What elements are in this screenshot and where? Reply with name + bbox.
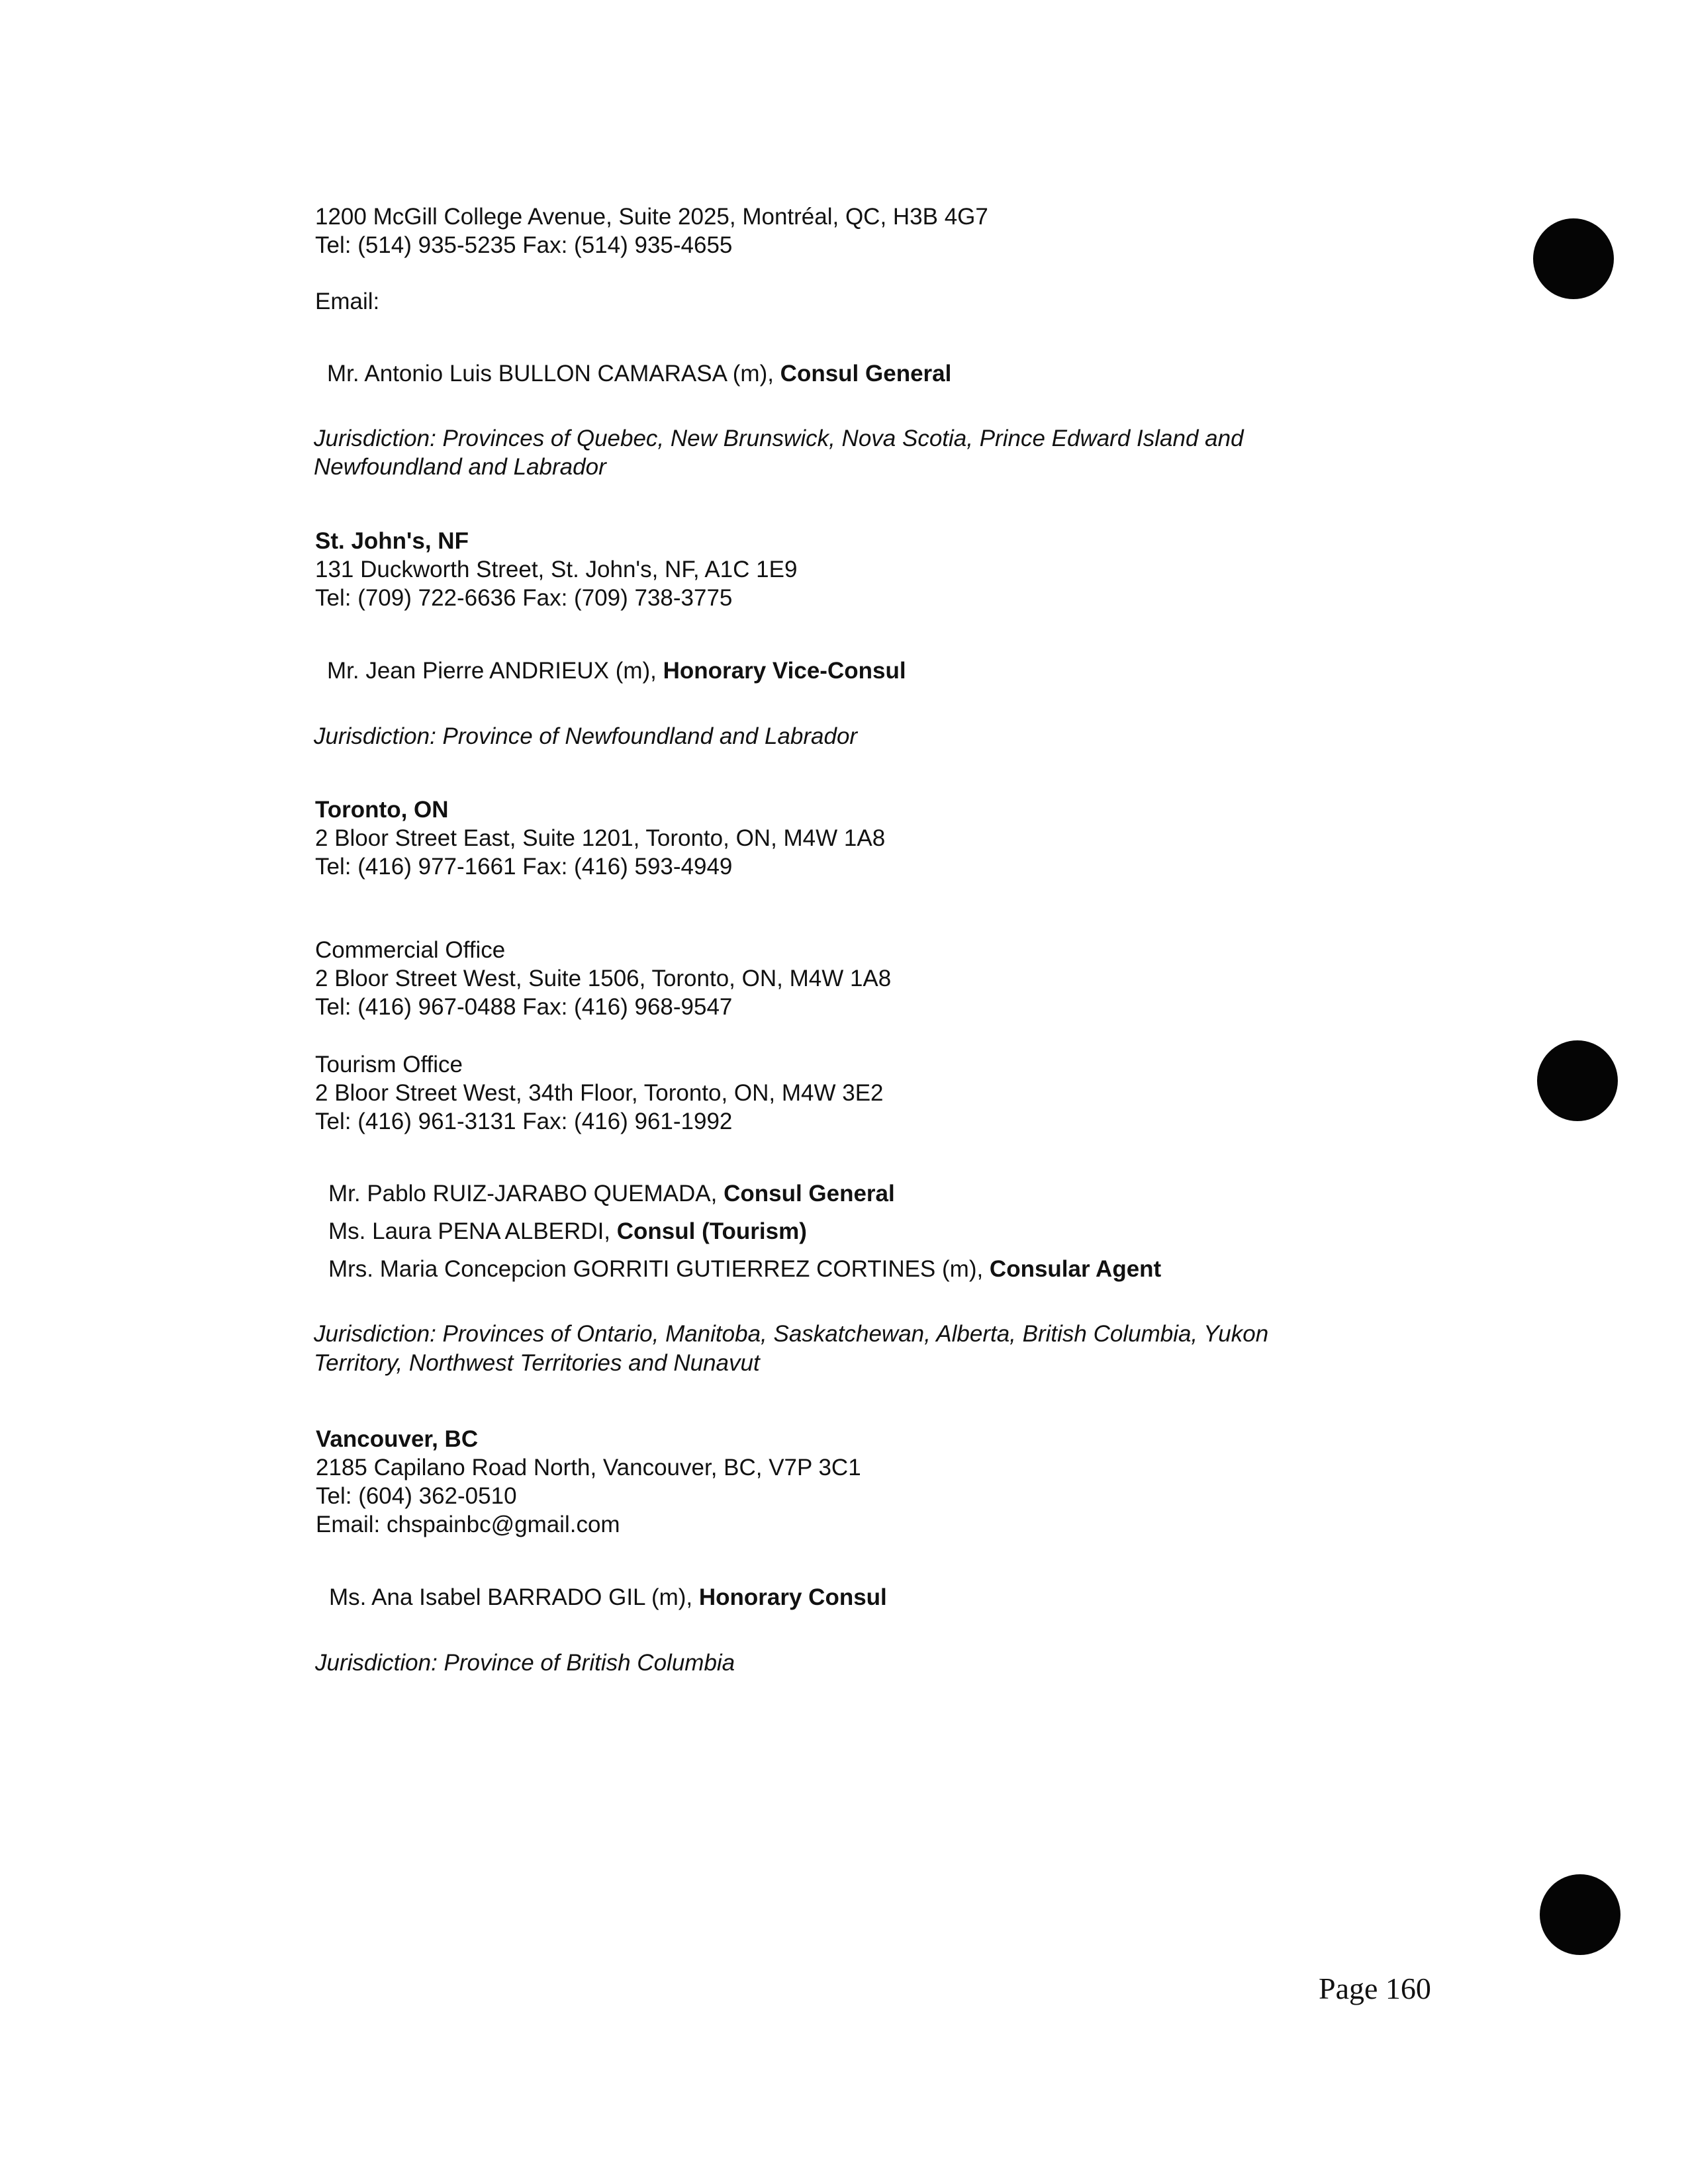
montreal-official [327, 360, 951, 388]
montreal-jurisdiction-cont: Newfoundland and Labrador [314, 454, 606, 480]
montreal-address: 1200 McGill College Avenue, Suite 2025, Montréal, QC, H3B 4G7 [315, 204, 988, 230]
official-title: Consul General [780, 361, 952, 387]
official-title: Consul (Tourism) [616, 1218, 807, 1244]
commercial-office-tel-fax: Tel: (416) 967-0488 Fax: (416) 968-9547 [315, 994, 733, 1020]
official-name: Ms. Laura PENA ALBERDI, [328, 1218, 617, 1244]
montreal-tel-fax: Tel: (514) 935-5235 Fax: (514) 935-4655 [315, 232, 733, 258]
commercial-office-label: Commercial Office [315, 937, 506, 963]
punch-hole-middle [1537, 1040, 1618, 1121]
toronto-address: 2 Bloor Street East, Suite 1201, Toronto, ON, M4W 1A8 [315, 825, 886, 851]
stjohns-tel-fax: Tel: (709) 722-6636 Fax: (709) 738-3775 [315, 585, 733, 611]
jurisdiction-text: Provinces of Ontario, Manitoba, Saskatchewan, Alberta, British Columbia, Yukon [442, 1321, 1269, 1347]
toronto-heading: Toronto, ON [315, 797, 449, 823]
jurisdiction-label: Jurisdiction: [314, 426, 436, 451]
official-name: Ms. Ana Isabel BARRADO GIL (m), [329, 1584, 699, 1610]
toronto-jurisdiction-cont: Territory, Northwest Territories and Nunavut [314, 1350, 760, 1376]
official-title: Consular Agent [989, 1256, 1162, 1282]
official-name: Mr. Jean Pierre ANDRIEUX (m), [327, 658, 663, 684]
vancouver-heading: Vancouver, BC [316, 1426, 479, 1452]
punch-hole-top [1533, 218, 1614, 299]
tourism-office-address: 2 Bloor Street West, 34th Floor, Toronto, ON, M4W 3E2 [315, 1080, 884, 1106]
jurisdiction-text: Province of British Columbia [444, 1650, 735, 1676]
toronto-tel-fax: Tel: (416) 977-1661 Fax: (416) 593-4949 [315, 854, 733, 880]
tourism-office-label: Tourism Office [315, 1052, 463, 1077]
jurisdiction-label: Jurisdiction: [314, 1321, 436, 1347]
vancouver-tel: Tel: (604) 362-0510 [316, 1483, 517, 1509]
official-name: Mr. Pablo RUIZ-JARABO QUEMADA, [328, 1181, 724, 1206]
toronto-jurisdiction [314, 1320, 1268, 1348]
stjohns-jurisdiction [314, 723, 857, 751]
official-title: Honorary Vice-Consul [663, 658, 906, 684]
punch-hole-bottom [1540, 1874, 1620, 1955]
tourism-office-tel-fax: Tel: (416) 961-3131 Fax: (416) 961-1992 [315, 1109, 733, 1134]
toronto-official-1 [328, 1180, 895, 1208]
vancouver-address: 2185 Capilano Road North, Vancouver, BC, V7P 3C1 [316, 1455, 861, 1480]
stjohns-heading: St. John's, NF [315, 528, 469, 554]
vancouver-jurisdiction [315, 1649, 735, 1677]
vancouver-email: Email: chspainbc@gmail.com [316, 1512, 620, 1537]
toronto-official-2 [328, 1218, 807, 1246]
official-name: Mrs. Maria Concepcion GORRITI GUTIERREZ CORTINES (m), [328, 1256, 990, 1282]
official-name: Mr. Antonio Luis BULLON CAMARASA (m), [327, 361, 780, 387]
vancouver-official [329, 1584, 887, 1612]
stjohns-official [327, 657, 906, 685]
jurisdiction-label: Jurisdiction: [315, 1650, 438, 1676]
jurisdiction-text: Province of Newfoundland and Labrador [442, 723, 858, 749]
page-number: Page 160 [1319, 1972, 1431, 2005]
stjohns-address: 131 Duckworth Street, St. John's, NF, A1C 1E9 [315, 557, 798, 582]
official-title: Honorary Consul [698, 1584, 887, 1610]
jurisdiction-label: Jurisdiction: [314, 723, 436, 749]
toronto-official-3 [328, 1255, 1161, 1283]
montreal-email: Email: [315, 289, 380, 314]
montreal-jurisdiction [314, 425, 1244, 453]
jurisdiction-text: Provinces of Quebec, New Brunswick, Nova Scotia, Prince Edward Island and [442, 426, 1244, 451]
commercial-office-address: 2 Bloor Street West, Suite 1506, Toronto, ON, M4W 1A8 [315, 966, 892, 991]
official-title: Consul General [724, 1181, 895, 1206]
